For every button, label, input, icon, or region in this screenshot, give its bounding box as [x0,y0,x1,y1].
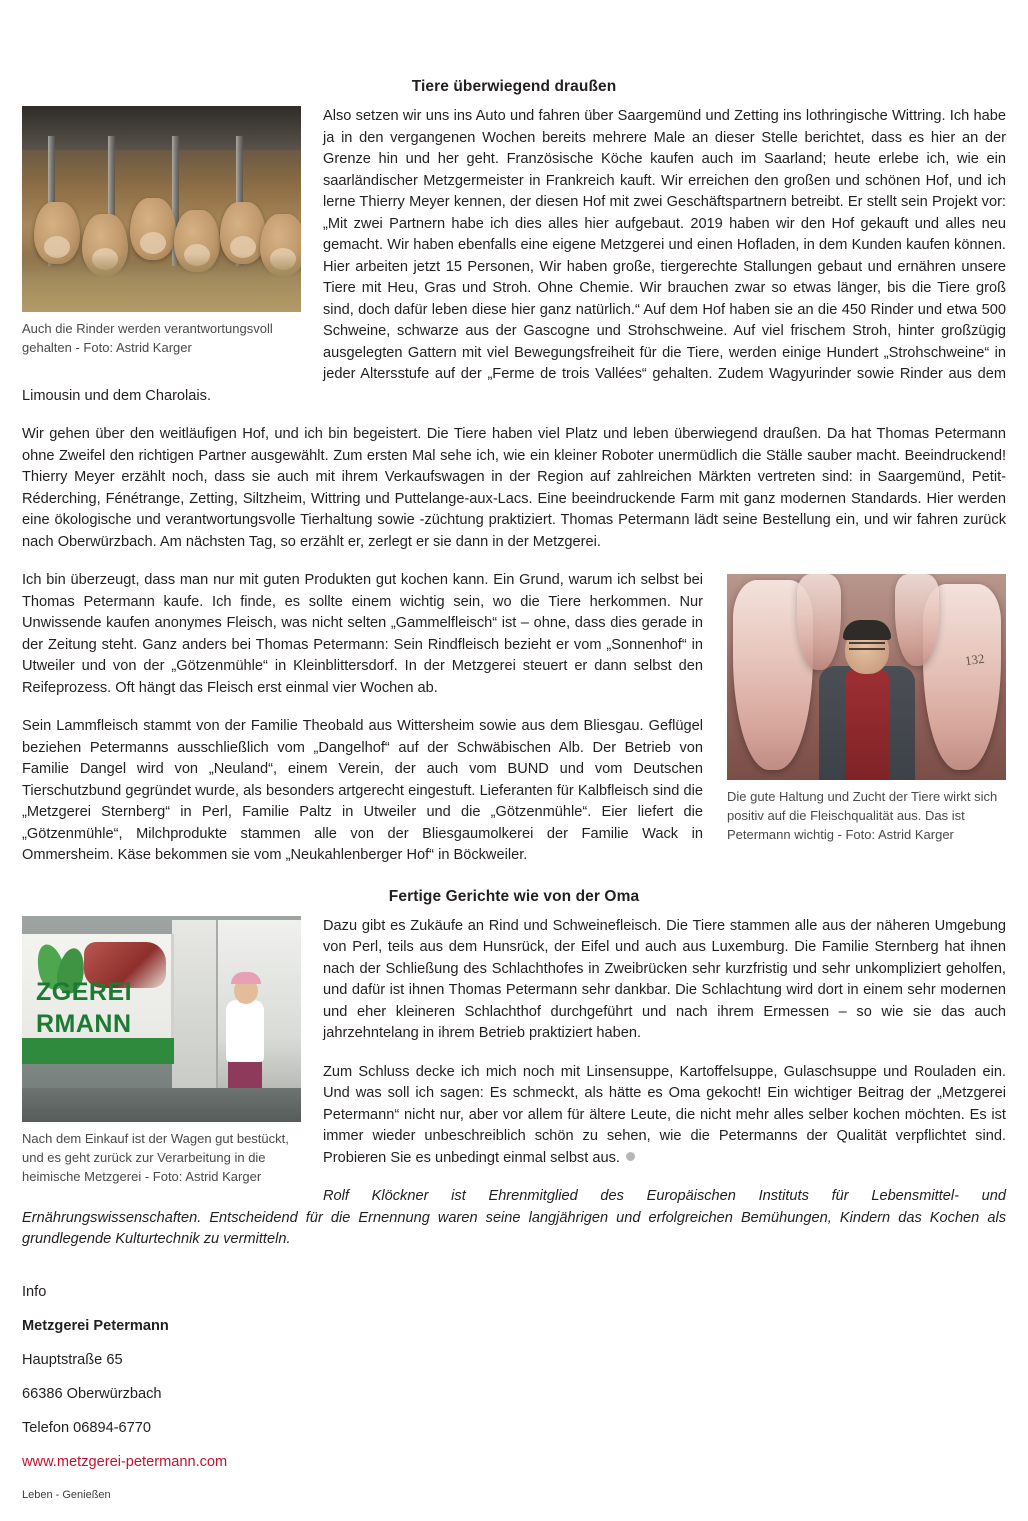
paragraph-5: Dazu gibt es Zukäufe an Rind und Schweinefleisch. Die Tiere stammen alle aus der näheren Umgebung von Perl, teils aus dem Hunsrück, der Eifel und auch aus Luxemburg. Die Familie Sternberg hat ihnen nach der Schließung des Schlachthofes in Zweibrücken sehr kurzfristig und sehr unkompliziert geholfen, und dafür ist ihnen Thomas Petermann sehr dankbar. Die Schlachtung wird dort in einem sehr modernen und eher kleineren Schlachthof durchgeführt und nach ihrem Ermessen – so wie sie das auch jahrzehntelang in ihrem Betrieb praktiziert haben. [323,917,1006,1041]
photo-cows-in-barn [22,106,301,312]
figure-butcher-caption: Die gute Haltung und Zucht der Tiere wirkt sich positiv auf die Fleischqualität aus. Das ist Petermann wichtig - Foto: Astrid Karger [727,789,998,842]
section-heading-1: Tiere überwiegend draußen [411,78,617,95]
info-label: Info [22,1283,47,1300]
photo-delivery-van [22,916,301,1122]
info-block [22,1268,1006,1473]
figure-cows-caption: Auch die Rinder werden verantwortungsvoll gehalten - Foto: Astrid Karger [22,321,273,355]
info-phone: Telefon 06894-6770 [22,1419,152,1436]
section-heading-2: Fertige Gerichte wie von der Oma [388,887,640,905]
paragraph-6-text: Zum Schluss decke ich mich noch mit Linsensuppe, Kartoffelsuppe, Gulaschsuppe und Rouladen ein. Und was soll ich sagen: Es schmeckt, als hätte es Oma gekocht! Ein wichtiger Beitrag der „Metzgerei Petermann“ nicht nur, aber vor allem für ältere Leute, die nicht mehr alles selber kochen möchten. Es ist immer wieder unbeschreiblich schön zu sehen, wie die Petermanns der Qualität verpflichtet sind. Probieren Sie es unbedingt einmal selbst aus. [323,1063,1006,1166]
figure-butcher [727,574,1006,844]
van-sign-line1: ZGEREI [36,977,133,1006]
van-sign [22,934,174,1064]
figure-cows [22,106,301,357]
paragraph-1: Also setzen wir uns ins Auto und fahren über Saargemünd und Zetting ins lothringische Wittring. Ich habe ja in den vergangenen Wochen bereits mehrere Male an dieser Stelle berichtet, dass es hier an der Grenze hin und her geht. Französische Köche kaufen auch im Saarland; heute erlebe ich, wie ein saarländischer Metzgermeister in Frankreich kauft. Wir erreichen den großen und schönen Hof, und ich lerne Thierry Meyer kennen, der diesen Hof mit zwei Geschäftspartnern betreibt. Er stellt sein Projekt vor: „Mit zwei Partnern habe ich dies alles hier aufgebaut. 2019 haben wir den Hof gekauft und alles neu gemacht. Wir haben ebenfalls eine eigene Metzgerei und einen Hofladen, in dem Kunden kaufen können. Hier arbeiten jetzt 15 Personen, Wir haben große, tiergerechte Stallungen gebaut und ernähren unsere Tiere mit Heu, Gras und Stroh. Ohne Chemie. Wir brauchen zwar so etwas länger, bis die Tiere groß sind, doch dafür leben diese hier ganz natürlich.“ Auf dem Hof haben sie an die 450 Rinder und etwa 500 Schweine, schwarze aus der Gascogne und Strohschweine. Auf viel frischem Stroh, hinter großzügig ausgelegten Gattern mit viel Bewegungsfreiheit für die Tiere, werden einige Hundert „Strohschweine“ in jeder Altersstufe auf der „Ferme de trois Vallées“ gehalten. Zudem Wagyurinder sowie Rinder aus dem Limousin und dem Charolais. [22,108,1006,404]
carcass-tag-number: 132 [963,650,985,669]
paragraph-2: Wir gehen über den weitläufigen Hof, und ich bin begeistert. Die Tiere haben viel Platz und leben überwiegend draußen. Da hat Thomas Petermann ohne Zweifel den richtigen Partner ausgewählt. Zum ersten Mal sehe ich, wie ein kleiner Roboter unermüdlich die Ställe sauber macht. Beeindruckend! Thierry Meyer erzählt noch, dass sie auch mit ihrem Verkaufswagen in der Region auf zahlreichen Märkten vertreten sind: in Saargemünd, Petit-Réderching, Fénétrange, Zetting, Siltzheim, Wittring und Puttelange-aux-Lacs. Eine beeindruckende Farm mit ganz modernen Standards. Hier werden eine ökologische und verantwortungsvolle Tierhaltung sowie -züchtung praktiziert. Thomas Petermann lädt seine Bestellung ein, und wir fahren zurück nach Oberwürzbach. Am nächsten Tag, so erzählt er, zerlegt er sie dann in der Metzgerei. [22,426,1006,550]
figure-van-caption: Nach dem Einkauf ist der Wagen gut bestückt, und es geht zurück zur Verarbeitung in die heimische Metzgerei - Foto: Astrid Karger [22,1130,289,1184]
author-note: Rolf Klöckner ist Ehrenmitglied des Europäischen Instituts für Lebensmittel- und Ernährungswissenschaften. Entscheidend für die Ernennung waren seine langjährigen und erfolgreichen Bemühungen, Kindern das Kochen als grundlegende Kulturtechnik zu vermitteln. [22,1188,1006,1247]
figure-van [22,916,301,1186]
info-business-name: Metzgerei Petermann [22,1317,169,1334]
paragraph-4: Sein Lammfleisch stammt von der Familie Theobald aus Wittersheim sowie aus dem Bliesgau. Geflügel beziehen Petermanns ausschließlich vom „Dangelhof“ auf der Schwäbischen Alb. Der Betrieb von Familie Dangel wird von „Neuland“, einem Verein, der auch vom BUND und vom Deutschen Tierschutzbund gegründet wurde, als besonders artgerecht eingestuft. Lieferanten für Kalbfleisch sind die „Metzgerei Sternberg“ in Perl, Familie Paltz in Utweiler und die „Götzenmühle“. Eier liefert die „Götzenmühle“, Milchprodukte stammen alle von der Bliesgaumolkerei der Familie Wack in Ommersheim. Käse bekommen sie vom „Neukahlenberger Hof“ in Böckweiler. [22,718,703,863]
info-website-link[interactable]: www.metzgerei-petermann.com [22,1453,228,1470]
person-loading-van [218,970,272,1104]
paragraph-3: Ich bin überzeugt, dass man nur mit guten Produkten gut kochen kann. Ein Grund, warum ich selbst bei Thomas Petermann kaufe. Ich finde, es sollte einem wichtig sein, wo die Tiere herkommen. Nur Unwissende kaufen anonymes Fleisch, was nicht selten „Gammelfleisch“ ist – ohne, dass dies gerade in der Zeitung steht. Ganz anders bei Thomas Petermann: Sein Rindfleisch bezieht er vom „Sonnenhof“ in Utweiler und von der „Götzenmühle“ in Kleinblittersdorf. In der Metzgerei steuert er dann selbst den Reifeprozess. Oft hängt das Fleisch erst einmal vier Wochen ab. [22,572,703,696]
photo-butcher-with-carcasses [727,574,1006,780]
info-city: 66386 Oberwürzbach [22,1385,162,1402]
end-of-article-dot-icon [626,1152,635,1161]
footer-note: Leben - Genießen [22,1488,111,1501]
van-sign-line2: RMANN [36,1009,132,1038]
info-street: Hauptstraße 65 [22,1351,123,1368]
